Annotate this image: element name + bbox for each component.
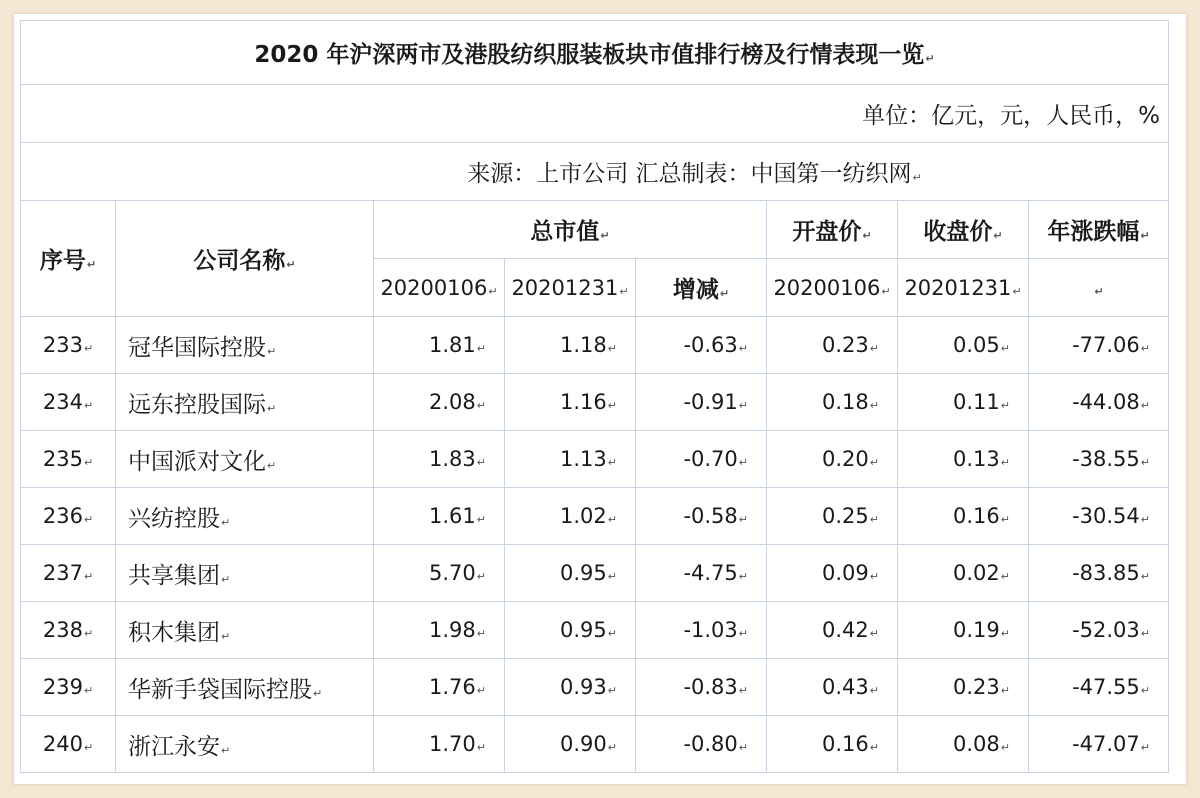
- cell-company-value: 兴纺控股: [128, 505, 220, 532]
- cell-cap-start: 1.61↵: [374, 488, 505, 545]
- cell-index: 237↵: [21, 545, 116, 602]
- cell-index-value: 240: [42, 732, 83, 756]
- cell-cap-start-value: 1.98: [429, 618, 476, 642]
- cell-cap-change: -0.63↵: [636, 317, 767, 374]
- cell-pct-value: -44.08: [1072, 390, 1140, 414]
- cell-open: 0.09↵: [767, 545, 898, 602]
- cell-cap-end: 1.02↵: [505, 488, 636, 545]
- cell-open-value: 0.42: [822, 618, 869, 642]
- header-index-label: 序号: [39, 248, 86, 274]
- cell-cap-change-value: -0.83: [683, 675, 738, 699]
- cell-index-value: 236: [42, 504, 83, 528]
- header-market-cap-label: 总市值: [530, 219, 600, 245]
- cell-index: 235↵: [21, 431, 116, 488]
- cell-index-value: 234: [42, 390, 83, 414]
- cell-cap-change-value: -0.58: [683, 504, 738, 528]
- cell-pct-value: -47.07: [1072, 732, 1140, 756]
- table-row: [21, 659, 1169, 716]
- cell-close-value: 0.13: [953, 447, 1000, 471]
- cell-cap-change: -0.80↵: [636, 716, 767, 773]
- cell-cap-end-value: 0.95: [560, 561, 607, 585]
- cell-close-value: 0.16: [953, 504, 1000, 528]
- header-annual-change: 年涨跌幅↵: [1029, 201, 1169, 259]
- cell-cap-end-value: 0.90: [560, 732, 607, 756]
- cell-close: 0.13↵: [898, 431, 1029, 488]
- cell-cap-end: 1.18↵: [505, 317, 636, 374]
- header-cap-date-start: 20200106↵: [374, 259, 505, 317]
- header-open-date-label: 20200106: [773, 275, 881, 300]
- table-title: 2020 年沪深两市及港股纺织服装板块市值排行榜及行情表现一览: [254, 42, 925, 68]
- cell-close-value: 0.19: [953, 618, 1000, 642]
- header-cap-date-end: 20201231↵: [505, 259, 636, 317]
- header-close-price: 收盘价↵: [898, 201, 1029, 259]
- cell-cap-start-value: 1.70: [429, 732, 476, 756]
- cell-pct: -44.08↵: [1029, 374, 1169, 431]
- cell-close: 0.02↵: [898, 545, 1029, 602]
- table-title-cell: 2020 年沪深两市及港股纺织服装板块市值排行榜及行情表现一览↵: [21, 21, 1169, 85]
- cell-cap-end: 1.13↵: [505, 431, 636, 488]
- cell-open: 0.18↵: [767, 374, 898, 431]
- table-row: [21, 602, 1169, 659]
- cell-index: 236↵: [21, 488, 116, 545]
- cell-cap-start-value: 1.76: [429, 675, 476, 699]
- cell-company: 远东控股国际↵: [116, 374, 374, 431]
- cell-company: 共享集团↵: [116, 545, 374, 602]
- cell-close: 0.05↵: [898, 317, 1029, 374]
- cell-cap-end-value: 1.13: [560, 447, 607, 471]
- cell-open: 0.25↵: [767, 488, 898, 545]
- header-market-cap: 总市值↵: [374, 201, 767, 259]
- table-row: [21, 431, 1169, 488]
- cell-cap-change: -4.75↵: [636, 545, 767, 602]
- cell-company-value: 华新手袋国际控股: [128, 676, 312, 703]
- cell-open-value: 0.18: [822, 390, 869, 414]
- cell-cap-change-value: -0.70: [683, 447, 738, 471]
- cell-open-value: 0.43: [822, 675, 869, 699]
- header-close-price-label: 收盘价: [923, 219, 993, 245]
- header-close-date-label: 20201231: [904, 275, 1012, 300]
- cell-close-value: 0.08: [953, 732, 1000, 756]
- cell-cap-start: 1.76↵: [374, 659, 505, 716]
- cell-cap-end: 0.95↵: [505, 602, 636, 659]
- cell-open: 0.16↵: [767, 716, 898, 773]
- cell-pct: -52.03↵: [1029, 602, 1169, 659]
- cell-pct: -47.55↵: [1029, 659, 1169, 716]
- cell-cap-end: 0.93↵: [505, 659, 636, 716]
- cell-index: 240↵: [21, 716, 116, 773]
- source-note-cell: 来源：上市公司 汇总制表：中国第一纺织网↵: [21, 143, 1169, 201]
- cell-close-value: 0.05: [953, 333, 1000, 357]
- cell-close: 0.19↵: [898, 602, 1029, 659]
- cell-cap-end-value: 1.02: [560, 504, 607, 528]
- header-cap-date-end-label: 20201231: [511, 275, 619, 300]
- cell-cap-end-value: 0.93: [560, 675, 607, 699]
- source-note: 来源：上市公司 汇总制表：中国第一纺织网: [467, 161, 912, 187]
- cell-close: 0.11↵: [898, 374, 1029, 431]
- header-close-date: 20201231↵: [898, 259, 1029, 317]
- table-row: [21, 317, 1169, 374]
- header-open-price: 开盘价↵: [767, 201, 898, 259]
- cell-open-value: 0.25: [822, 504, 869, 528]
- cell-pct: -38.55↵: [1029, 431, 1169, 488]
- cell-company-value: 积木集团: [128, 619, 220, 646]
- cell-cap-end: 1.16↵: [505, 374, 636, 431]
- cell-index-value: 239: [42, 675, 83, 699]
- cell-cap-change: -0.58↵: [636, 488, 767, 545]
- cell-pct-value: -77.06: [1072, 333, 1140, 357]
- cell-cap-change-value: -1.03: [683, 618, 738, 642]
- cell-index-value: 233: [42, 333, 83, 357]
- cell-cap-start-value: 2.08: [429, 390, 476, 414]
- cell-company: 华新手袋国际控股↵: [116, 659, 374, 716]
- cell-company-value: 远东控股国际: [128, 391, 266, 418]
- cell-open: 0.43↵: [767, 659, 898, 716]
- header-pct-blank: ↵: [1029, 259, 1169, 317]
- cell-cap-start: 1.70↵: [374, 716, 505, 773]
- cell-cap-end-value: 1.18: [560, 333, 607, 357]
- cell-cap-end-value: 0.95: [560, 618, 607, 642]
- cell-cap-end: 0.95↵: [505, 545, 636, 602]
- cell-company: 兴纺控股↵: [116, 488, 374, 545]
- cell-cap-change-value: -4.75: [683, 561, 738, 585]
- cell-company-value: 中国派对文化: [128, 448, 266, 475]
- cell-close-value: 0.02: [953, 561, 1000, 585]
- header-index: 序号↵: [21, 201, 116, 317]
- header-annual-change-label: 年涨跌幅: [1047, 219, 1140, 245]
- cell-pct-value: -30.54: [1072, 504, 1140, 528]
- cell-pct-value: -52.03: [1072, 618, 1140, 642]
- cell-cap-start-value: 1.61: [429, 504, 476, 528]
- cell-company: 中国派对文化↵: [116, 431, 374, 488]
- cell-cap-end: 0.90↵: [505, 716, 636, 773]
- cell-cap-start-value: 1.81: [429, 333, 476, 357]
- cell-cap-end-value: 1.16: [560, 390, 607, 414]
- cell-index-value: 235: [42, 447, 83, 471]
- cell-open: 0.20↵: [767, 431, 898, 488]
- cell-company: 积木集团↵: [116, 602, 374, 659]
- cell-index: 234↵: [21, 374, 116, 431]
- unit-note: 单位：亿元，元，人民币，%: [862, 103, 1160, 129]
- header-cap-change: 增减↵: [636, 259, 767, 317]
- cell-company-value: 冠华国际控股: [128, 334, 266, 361]
- cell-index: 239↵: [21, 659, 116, 716]
- cell-cap-start-value: 1.83: [429, 447, 476, 471]
- cell-pct: -83.85↵: [1029, 545, 1169, 602]
- table-row: [21, 545, 1169, 602]
- cell-cap-change: -1.03↵: [636, 602, 767, 659]
- table-row: [21, 488, 1169, 545]
- cell-close-value: 0.23: [953, 675, 1000, 699]
- cell-company: 冠华国际控股↵: [116, 317, 374, 374]
- header-cap-date-start-label: 20200106: [380, 275, 488, 300]
- table-row: [21, 716, 1169, 773]
- cell-pct: -30.54↵: [1029, 488, 1169, 545]
- cell-open-value: 0.23: [822, 333, 869, 357]
- cell-index-value: 238: [42, 618, 83, 642]
- header-cap-change-label: 增减: [672, 277, 719, 303]
- cell-cap-start: 1.98↵: [374, 602, 505, 659]
- unit-note-cell: [21, 85, 1169, 143]
- header-company: 公司名称↵: [116, 201, 374, 317]
- cell-cap-change: -0.83↵: [636, 659, 767, 716]
- cell-close: 0.23↵: [898, 659, 1029, 716]
- cell-pct-value: -83.85: [1072, 561, 1140, 585]
- cell-pct-value: -47.55: [1072, 675, 1140, 699]
- cell-company-value: 共享集团: [128, 562, 220, 589]
- header-open-price-label: 开盘价: [792, 219, 862, 245]
- cell-company-value: 浙江永安: [128, 733, 220, 760]
- cell-cap-start: 2.08↵: [374, 374, 505, 431]
- cell-index-value: 237: [42, 561, 83, 585]
- cell-index: 238↵: [21, 602, 116, 659]
- cell-index: 233↵: [21, 317, 116, 374]
- cell-cap-change-value: -0.80: [683, 732, 738, 756]
- cell-cap-start: 1.81↵: [374, 317, 505, 374]
- cell-pct-value: -38.55: [1072, 447, 1140, 471]
- header-company-label: 公司名称: [193, 248, 286, 274]
- cell-company: 浙江永安↵: [116, 716, 374, 773]
- cell-cap-change-value: -0.91: [683, 390, 738, 414]
- cell-cap-change: -0.70↵: [636, 431, 767, 488]
- cell-open-value: 0.20: [822, 447, 869, 471]
- ranking-table: [20, 20, 1169, 773]
- cell-cap-start: 1.83↵: [374, 431, 505, 488]
- cell-close: 0.08↵: [898, 716, 1029, 773]
- cell-open: 0.23↵: [767, 317, 898, 374]
- table-body: [21, 317, 1169, 773]
- cell-cap-change-value: -0.63: [683, 333, 738, 357]
- cell-cap-start-value: 5.70: [429, 561, 476, 585]
- cell-pct: -47.07↵: [1029, 716, 1169, 773]
- cell-open-value: 0.09: [822, 561, 869, 585]
- cell-open-value: 0.16: [822, 732, 869, 756]
- cell-cap-start: 5.70↵: [374, 545, 505, 602]
- table-row: [21, 374, 1169, 431]
- cell-cap-change: -0.91↵: [636, 374, 767, 431]
- cell-pct: -77.06↵: [1029, 317, 1169, 374]
- header-open-date: 20200106↵: [767, 259, 898, 317]
- cell-close: 0.16↵: [898, 488, 1029, 545]
- cell-close-value: 0.11: [953, 390, 1000, 414]
- cell-open: 0.42↵: [767, 602, 898, 659]
